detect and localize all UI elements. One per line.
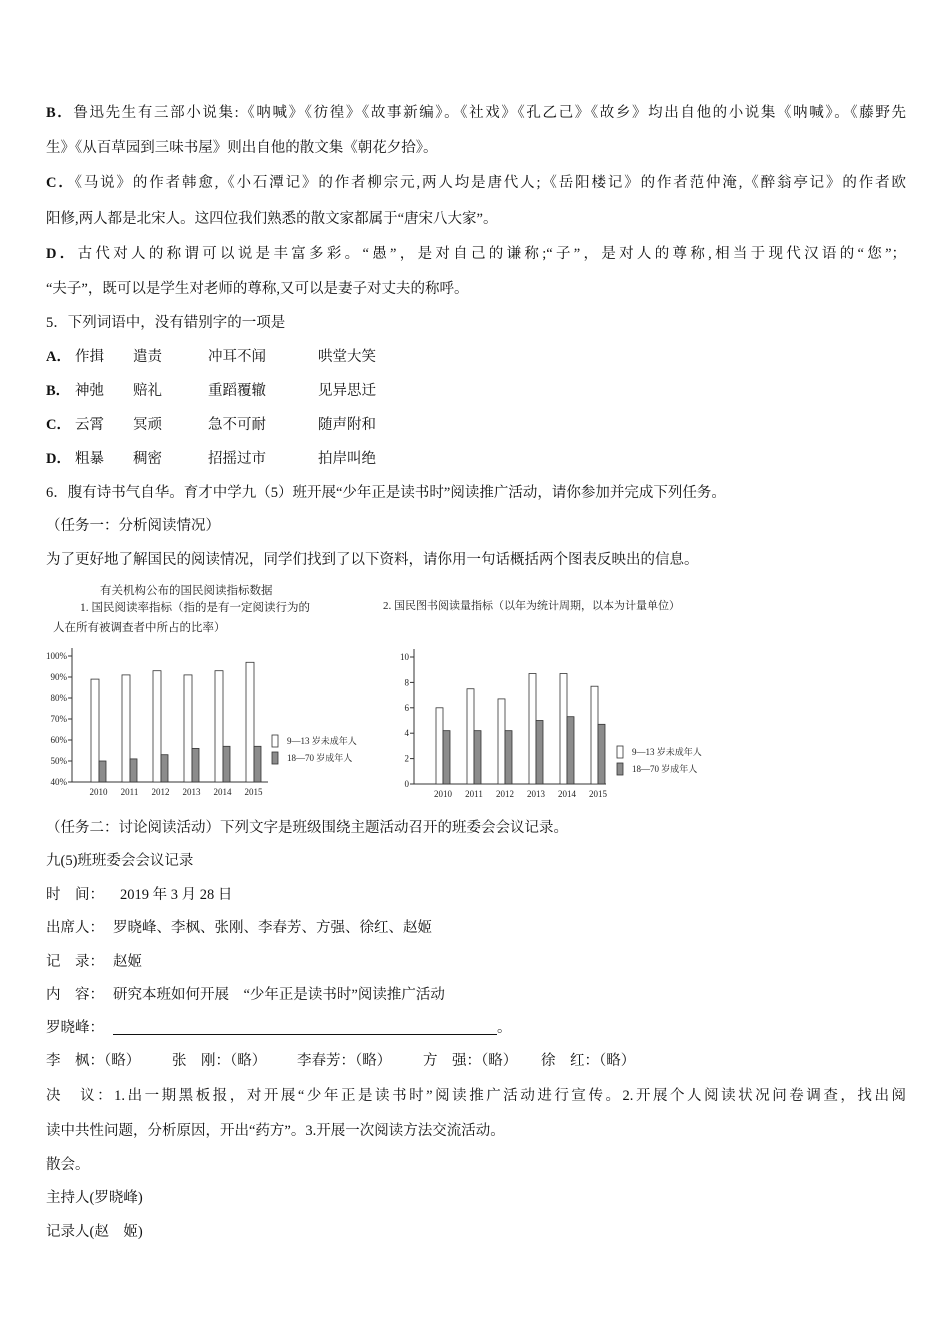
bar-adult-2015 — [254, 746, 261, 782]
x-tick-label: 2011 — [120, 787, 139, 797]
minutes-other-speakers — [46, 1045, 906, 1078]
bar-adult-2014 — [223, 746, 230, 782]
speaker-note: （略） — [104, 1053, 141, 1069]
reading-charts-svg — [36, 577, 906, 811]
bar-minor-2012 — [498, 699, 505, 784]
y-tick-label: 40% — [50, 777, 67, 787]
q5-option-a-word-1: 作揖 — [75, 349, 104, 365]
q5-option-d-word-2: 稠密 — [133, 451, 162, 467]
minutes-attendees-value: 罗晓峰、李枫、张刚、李春芳、方强、徐红、赵姬 — [113, 920, 432, 936]
minutes-attendees — [46, 912, 906, 945]
exam-content — [46, 95, 906, 1249]
q5-option-b-word-1: 神弛 — [75, 383, 104, 399]
y-tick-label: 70% — [50, 714, 67, 724]
q5-option-a — [46, 340, 906, 374]
q4-option-b-text-1: 鲁迅先生有三部小说集:《呐喊》《彷徨》《故事新编》。《社戏》《孔乙己》《故乡》均出自他的小说集《呐喊》。《藤野先 — [73, 105, 906, 121]
minutes-content-label: 内 容： — [46, 987, 104, 1003]
q5-option-a-word-2: 遣责 — [133, 349, 162, 365]
y-tick-label: 90% — [50, 672, 67, 682]
minutes-closing: 散会。 — [46, 1157, 90, 1173]
bar-adult-2011 — [130, 759, 137, 782]
q5-option-d — [46, 442, 906, 476]
bar-adult-2010 — [99, 761, 106, 782]
bar-minor-2010 — [91, 679, 99, 782]
q5-option-b-label: B． — [46, 383, 71, 399]
x-tick-label: 2010 — [89, 787, 108, 797]
speaker-name: 李春芳： — [297, 1053, 355, 1069]
q6-stem: 6．腹有诗书气自华。育才中学九（5）班开展“少年正是读书时”阅读推广活动，请你参加并完成下列任务。 — [46, 485, 726, 501]
y-tick-label: 8 — [404, 677, 409, 688]
q5-stem: 5．下列词语中，没有错别字的一项是 — [46, 315, 286, 331]
minutes-recorder-label: 记 录： — [46, 954, 104, 970]
bar-adult-2013 — [192, 748, 199, 782]
q5-option-b-word-2: 赔礼 — [133, 383, 162, 399]
bar-minor-2015 — [246, 662, 254, 782]
q4-option-d-label: D． — [46, 246, 78, 262]
speaker-name: 张 刚： — [172, 1053, 230, 1069]
minutes-recorder-value: 赵姬 — [113, 954, 142, 970]
legend-swatch-minor — [617, 746, 623, 758]
x-tick-label: 2015 — [244, 787, 263, 797]
bar-adult-2015 — [598, 724, 605, 784]
minutes-speaker-end: 。 — [497, 1020, 512, 1036]
minutes-time-label: 时 间： — [46, 887, 104, 903]
bar-adult-2013 — [536, 721, 543, 785]
x-tick-label: 2011 — [465, 789, 483, 799]
bar-minor-2014 — [560, 674, 567, 784]
q4-option-b-line-1 — [46, 95, 906, 132]
bar-minor-2011 — [467, 689, 474, 784]
q5-option-c — [46, 408, 906, 442]
minutes-resolution-text-1: 1.出一期黑板报，对开展“少年正是读书时”阅读推广活动进行宣传。2.开展个人阅读状况问卷调查，找出阅 — [114, 1088, 906, 1104]
speaker-note: （略） — [230, 1053, 267, 1069]
bar-minor-2012 — [153, 671, 161, 782]
x-tick-label: 2014 — [558, 789, 576, 799]
minutes-other-speaker — [423, 1045, 541, 1078]
minutes-resolution-line-2: 读中共性问题，分析原因，开出“药方”。3.开展一次阅读方法交流活动。 — [46, 1123, 505, 1139]
q4-option-b-line-2: 生》《从百草园到三味书屋》则出自他的散文集《朝花夕拾》。 — [46, 140, 438, 156]
q5-option-b — [46, 374, 906, 408]
speaker-note: （略） — [599, 1053, 636, 1069]
chart2-title: 2. 国民图书阅读量指标（以年为统计周期，以本为计量单位） — [383, 600, 680, 612]
bar-minor-2014 — [215, 671, 223, 782]
bar-minor-2010 — [436, 708, 443, 784]
y-tick-label: 50% — [50, 756, 67, 766]
q6-task1-prompt: 为了更好地了解国民的阅读情况，同学们找到了以下资料，请你用一句话概括两个图表反映出的信息。 — [46, 552, 699, 568]
figure-title: 有关机构公布的国民阅读指标数据 — [100, 585, 273, 597]
q5-option-b-word-3: 重蹈覆辙 — [208, 383, 266, 399]
q5-option-c-word-3: 急不可耐 — [208, 417, 266, 433]
minutes-attendees-label: 出席人： — [46, 920, 104, 936]
legend-label-adult: 18—70 岁成年人 — [632, 764, 698, 774]
x-tick-label: 2012 — [151, 787, 170, 797]
speaker-note: （略） — [481, 1053, 518, 1069]
answer-blank — [113, 1016, 497, 1035]
minutes-title: 九(5)班班委会会议记录 — [46, 853, 194, 869]
y-tick-label: 4 — [404, 728, 409, 739]
minutes-other-speaker — [172, 1045, 297, 1078]
bar-minor-2013 — [529, 674, 536, 784]
q6-task1-title: （任务一：分析阅读情况） — [46, 518, 220, 534]
q5-option-d-word-4: 拍岸叫绝 — [318, 451, 376, 467]
bar-adult-2014 — [567, 717, 574, 784]
minutes-recorder-signature: 记录人(赵 姬) — [46, 1224, 143, 1240]
x-tick-label: 2013 — [182, 787, 201, 797]
minutes-other-speaker — [541, 1045, 635, 1078]
y-tick-label: 60% — [50, 735, 67, 745]
minutes-content — [46, 979, 906, 1012]
q5-option-c-label: C． — [46, 417, 71, 433]
bar-adult-2010 — [443, 731, 450, 784]
q5-option-d-word-1: 粗暴 — [75, 451, 104, 467]
y-tick-label: 6 — [404, 702, 409, 713]
y-tick-label: 0 — [404, 779, 409, 789]
q4-option-d-text-1: 古代对人的称谓可以说是丰富多彩。“愚”，是对自己的谦称;“子”，是对人的尊称,相当于现代汉语的“您”； — [77, 246, 906, 262]
legend-swatch-minor — [272, 735, 278, 747]
minutes-speaker-line — [46, 1012, 906, 1045]
q5-option-d-label: D． — [46, 451, 71, 467]
minutes-time — [46, 878, 906, 912]
legend-label-minor: 9—13 岁未成年人 — [632, 747, 702, 757]
q5-option-a-label: A． — [46, 349, 71, 365]
minutes-content-value: 研究本班如何开展 “少年正是读书时”阅读推广活动 — [113, 987, 445, 1003]
minutes-other-speaker — [297, 1045, 423, 1078]
y-tick-label: 10 — [400, 652, 409, 662]
minutes-other-speaker — [46, 1045, 172, 1078]
bar-adult-2011 — [474, 731, 481, 784]
chart1-title-line-1: 1. 国民阅读率指标（指的是有一定阅读行为的 — [80, 602, 310, 614]
reading-rate-bar-chart — [46, 648, 357, 797]
bar-adult-2012 — [505, 731, 512, 784]
chart1-title-line-2: 人在所有被调查者中所占的比率） — [53, 622, 226, 634]
q4-option-d-line-2: “夫子”，既可以是学生对老师的尊称,又可以是妻子对丈夫的称呼。 — [46, 281, 469, 297]
speaker-name: 徐 红： — [541, 1053, 599, 1069]
minutes-resolution-line-1 — [46, 1078, 906, 1114]
minutes-host-signature: 主持人(罗晓峰) — [46, 1190, 143, 1206]
bar-minor-2011 — [122, 675, 130, 782]
q4-option-c-text-1: 《马说》的作者韩愈,《小石潭记》的作者柳宗元,两人均是唐代人;《岳阳楼记》的作者范仲淹,《醉翁亭记》的作者欧 — [74, 175, 906, 191]
reading-data-figure — [36, 577, 906, 811]
q5-option-c-word-2: 冥顽 — [133, 417, 162, 433]
x-tick-label: 2013 — [527, 789, 545, 799]
q5-option-a-word-4: 哄堂大笑 — [318, 349, 376, 365]
q4-option-d-line-1 — [46, 236, 906, 273]
q5-option-c-word-4: 随声附和 — [318, 417, 376, 433]
minutes-speaker-label: 罗晓峰： — [46, 1020, 104, 1036]
q4-option-b-label: B． — [46, 105, 74, 121]
x-tick-label: 2010 — [434, 789, 452, 799]
x-tick-label: 2012 — [496, 789, 514, 799]
bar-minor-2013 — [184, 675, 192, 782]
q4-option-c-label: C． — [46, 175, 75, 191]
q5-option-b-word-4: 见异思迁 — [318, 383, 376, 399]
minutes-recorder — [46, 945, 906, 979]
y-tick-label: 100% — [46, 651, 67, 661]
legend-label-minor: 9—13 岁未成年人 — [287, 736, 357, 746]
speaker-name: 李 枫： — [46, 1053, 104, 1069]
x-tick-label: 2015 — [589, 789, 607, 799]
speaker-note: （略） — [355, 1053, 392, 1069]
q5-option-a-word-3: 冲耳不闻 — [208, 349, 266, 365]
legend-label-adult: 18—70 岁成年人 — [287, 753, 353, 763]
q4-option-c-line-1 — [46, 165, 906, 202]
legend-swatch-adult — [617, 763, 623, 775]
bar-minor-2015 — [591, 686, 598, 784]
minutes-time-value: 2019 年 3 月 28 日 — [120, 887, 233, 903]
q4-option-c-line-2: 阳修,两人都是北宋人。这四位我们熟悉的散文家都属于“唐宋八大家”。 — [46, 211, 498, 227]
books-read-bar-chart — [400, 649, 702, 799]
y-tick-label: 2 — [404, 753, 409, 764]
q5-option-d-word-3: 招摇过市 — [208, 451, 266, 467]
q5-option-c-word-1: 云霄 — [75, 417, 104, 433]
q6-task2-intro: （任务二：讨论阅读活动）下列文字是班级围绕主题活动召开的班委会会议记录。 — [46, 820, 568, 836]
x-tick-label: 2014 — [213, 787, 232, 797]
legend-swatch-adult — [272, 752, 278, 764]
speaker-name: 方 强： — [423, 1053, 481, 1069]
bar-adult-2012 — [161, 755, 168, 782]
minutes-resolution-label: 决 议： — [46, 1088, 115, 1104]
y-tick-label: 80% — [50, 693, 67, 703]
